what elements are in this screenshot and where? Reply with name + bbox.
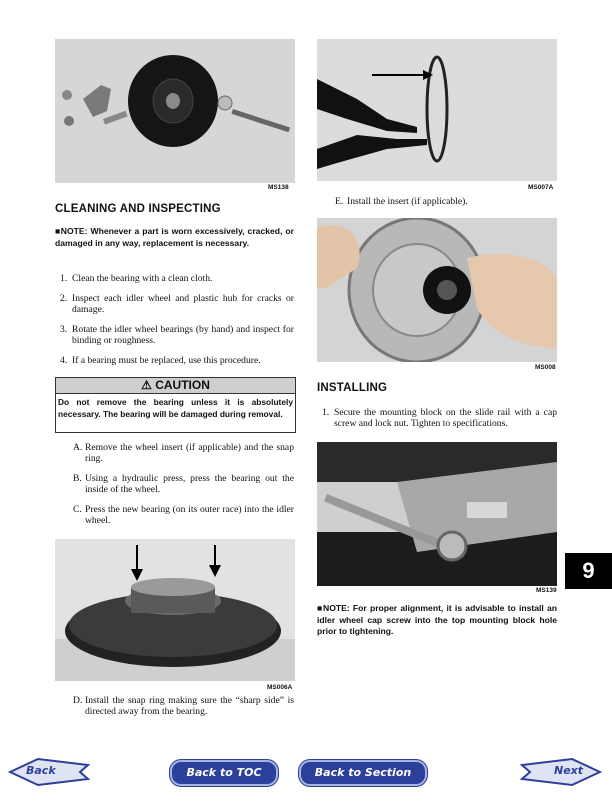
step-3: 3. Rotate the idler wheel bearings (by hand) and inspect for binding or roughness.: [60, 324, 294, 346]
caution-text: Do not remove the bearing unless it is absolutely necessary. The bearing will be damaged during removal.: [58, 397, 293, 419]
photo-wheel-press: [55, 539, 295, 681]
step-e: E. Install the insert (if applicable).: [335, 196, 468, 207]
caution-title: ⚠ CAUTION: [56, 378, 295, 394]
next-label: Next: [554, 764, 584, 777]
figure-label-ms006a: MS006A: [267, 684, 293, 691]
figure-label-ms138: MS138: [268, 184, 289, 191]
back-to-toc-button[interactable]: Back to TOC: [170, 760, 278, 786]
photo-mounting-block: [317, 442, 557, 586]
back-button[interactable]: [8, 757, 90, 787]
caution-box: [55, 377, 296, 433]
figure-label-ms007a: MS007A: [528, 184, 554, 191]
step-2: 2. Inspect each idler wheel and plastic hub for cracks or damage.: [60, 293, 294, 315]
figure-label-ms008: MS008: [535, 364, 556, 371]
step-1: 1. Clean the bearing with a clean cloth.: [60, 273, 213, 284]
substep-c: C. Press the new bearing (on its outer race) into the idler wheel.: [73, 504, 294, 526]
back-to-section-toc-button[interactable]: Back to Section TOC: [299, 760, 427, 786]
substep-b: B. Using a hydraulic press, press the bearing out the inside of the wheel.: [73, 473, 294, 495]
substep-d: D. Install the snap ring making sure the “sharp side” is directed away from the bearing.: [73, 695, 294, 717]
note-replacement: ■NOTE: Whenever a part is worn excessively, cracked, or damaged in any way, replacement is necessary.: [55, 226, 294, 248]
install-step-1: 1. Secure the mounting block on the slide rail with a cap screw and lock nut. Tighten to specifications.: [322, 407, 557, 429]
photo-idler-parts: [55, 39, 295, 183]
heading-installing: INSTALLING: [317, 382, 388, 394]
substep-a: A. Remove the wheel insert (if applicable) and the snap ring.: [73, 442, 294, 464]
heading-cleaning-inspecting: CLEANING AND INSPECTING: [55, 203, 221, 215]
back-label: Back: [26, 764, 56, 777]
photo-install-insert: [317, 218, 557, 362]
figure-label-ms139: MS139: [536, 587, 557, 594]
next-button[interactable]: [520, 757, 602, 787]
note-alignment: ■NOTE: For proper alignment, it is advisable to install an idler wheel cap screw into the top mounting block hole prior to tightening.: [317, 603, 557, 636]
step-4: 4. If a bearing must be replaced, use this procedure.: [60, 355, 261, 366]
photo-snap-ring-pliers: [317, 39, 557, 181]
section-tab: 9: [565, 553, 612, 589]
